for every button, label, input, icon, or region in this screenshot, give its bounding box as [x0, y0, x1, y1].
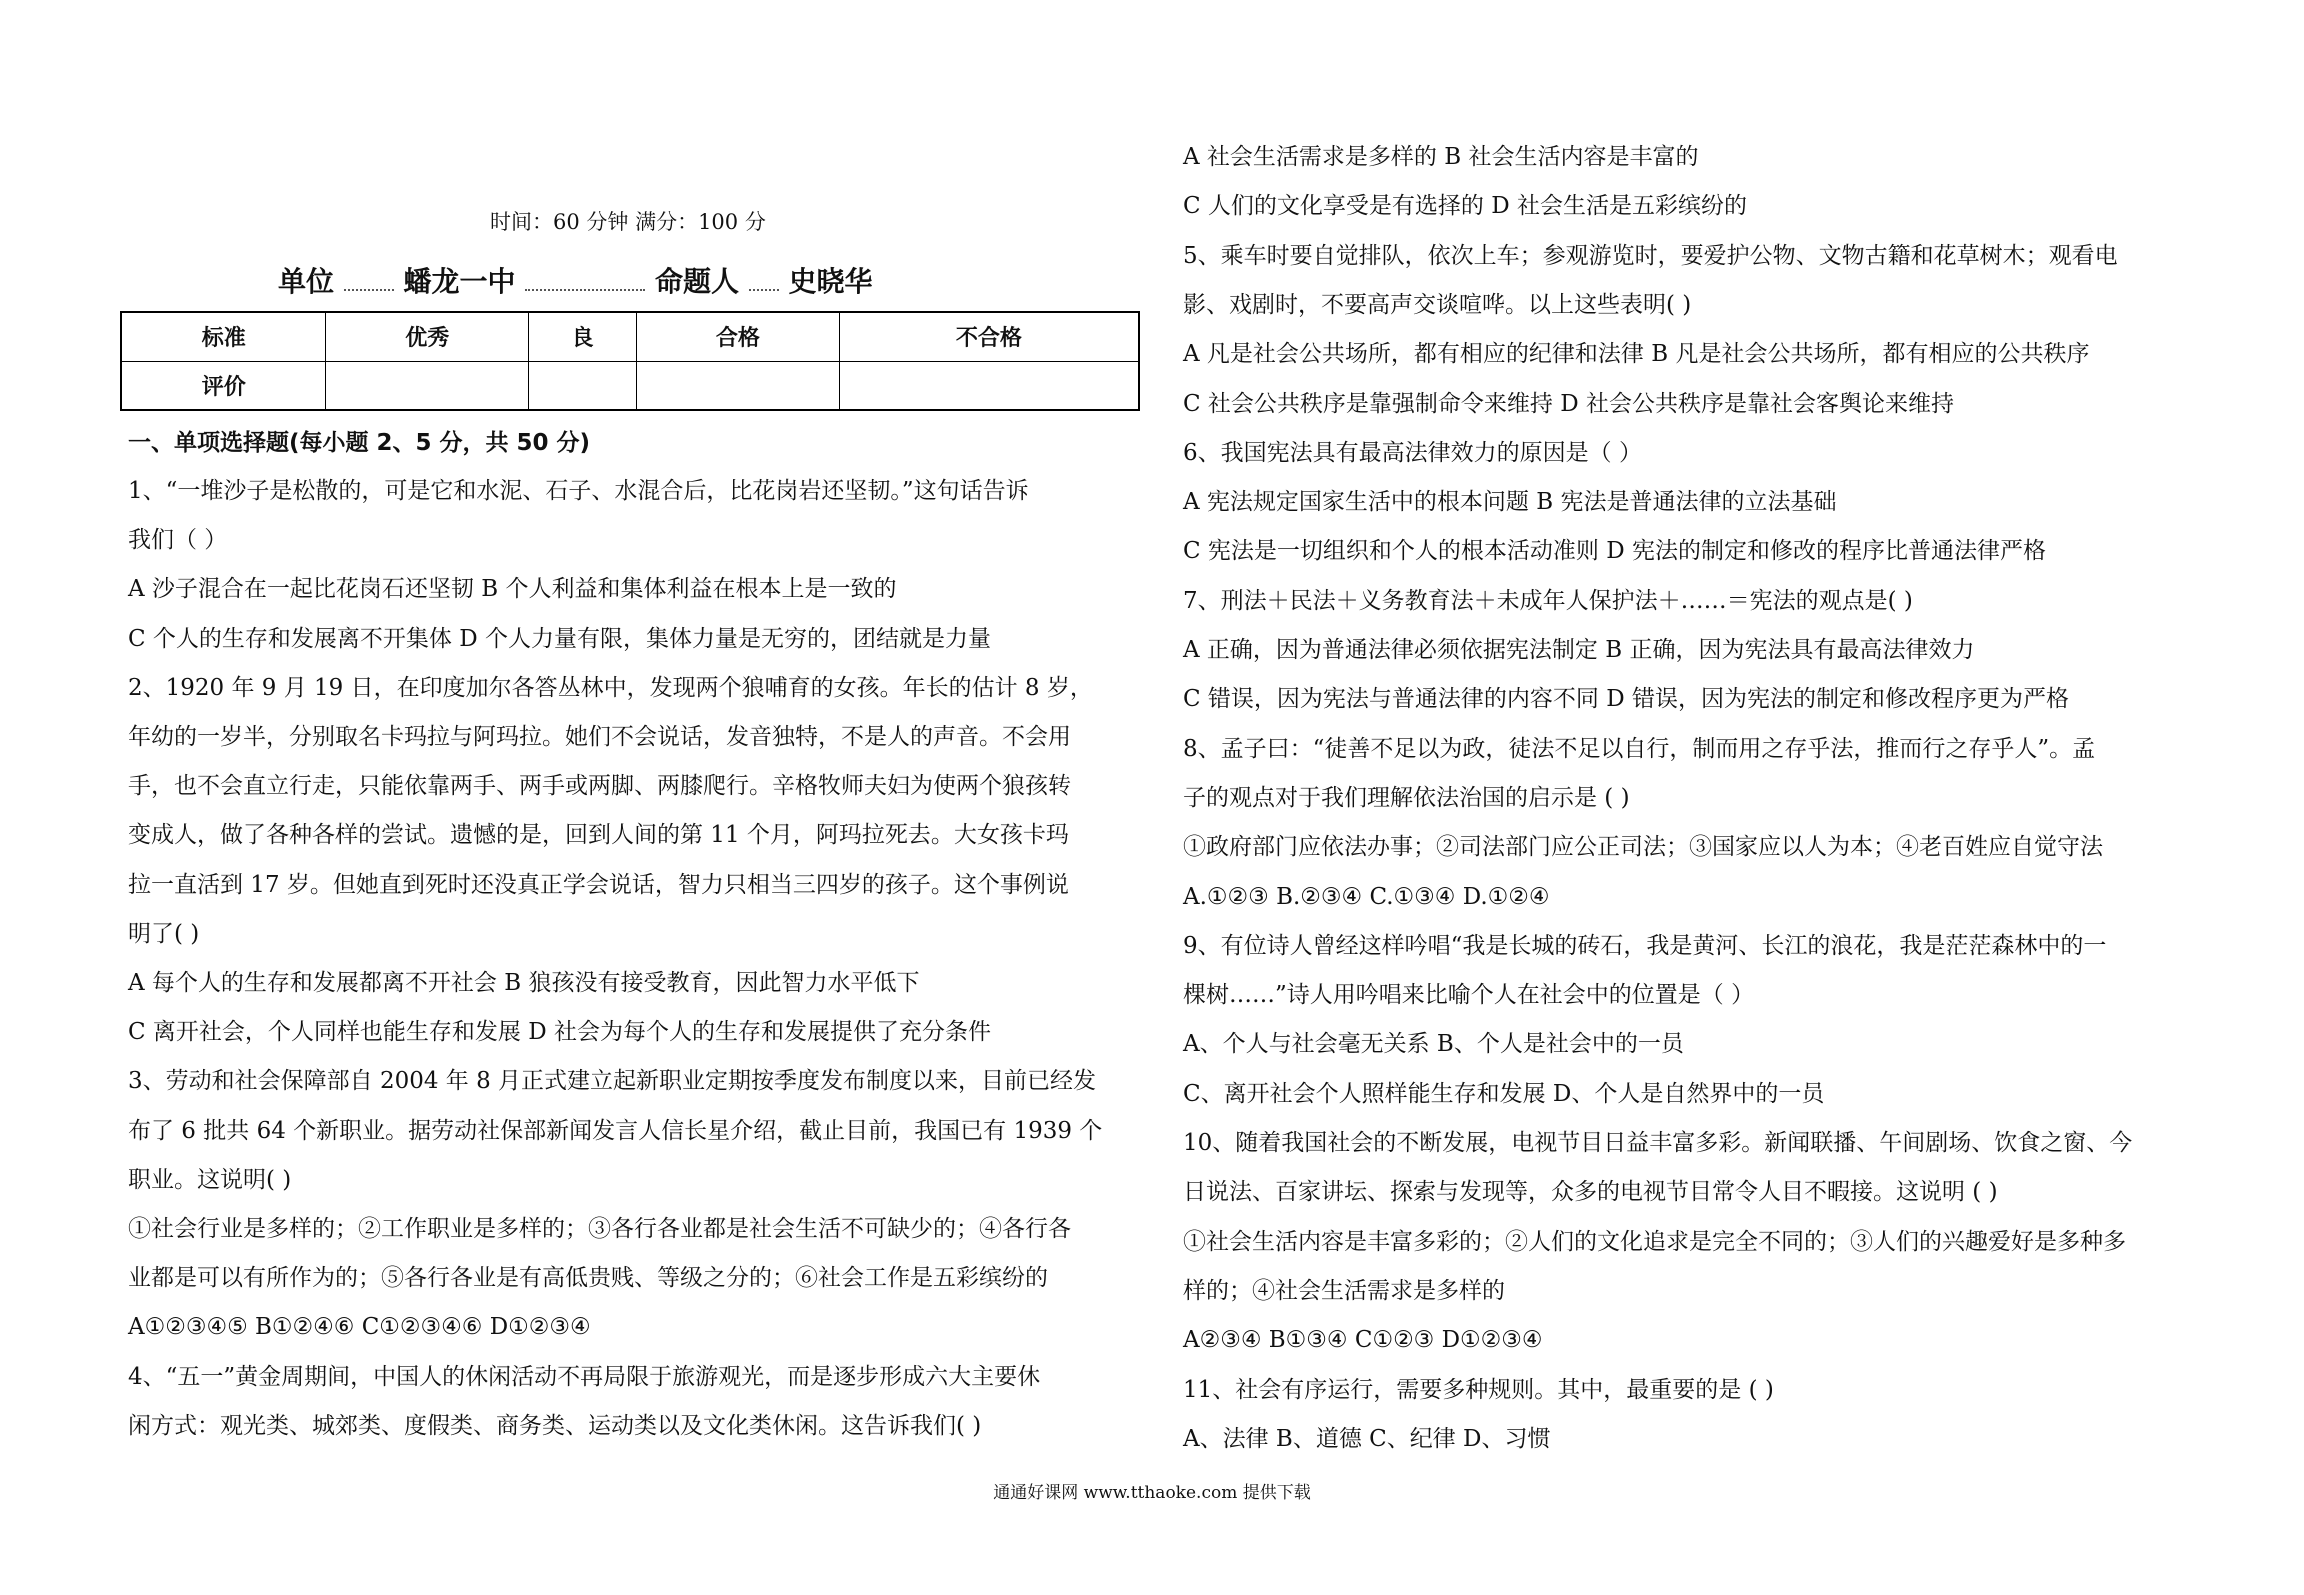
page-footer: 通通好课网 www.tthaoke.com 提供下载 [993, 1483, 1311, 1503]
question-line: A 社会生活需求是多样的 B 社会生活内容是丰富的 [1183, 144, 1699, 170]
question-line: 年幼的一岁半，分别取名卡玛拉与阿玛拉。她们不会说话，发音独特，不是人的声音。不会用 [128, 724, 1071, 750]
question-line: C 人们的文化享受是有选择的 D 社会生活是五彩缤纷的 [1183, 193, 1747, 220]
table-cell [636, 361, 839, 410]
unit-dots [344, 289, 394, 291]
question-line: A、个人与社会毫无关系 B、个人是社会中的一员 [1183, 1031, 1684, 1058]
question-line: ①社会行业是多样的；②工作职业是多样的；③各行各业都是社会生活不可缺少的；④各行各 [128, 1216, 1071, 1242]
question-line: 5、乘车时要自觉排队，依次上车；参观游览时，要爱护公物、文物古籍和花草树木；观看电 [1183, 242, 2118, 269]
question-line: 我们（ ） [128, 527, 228, 554]
question-line: 业都是可以有所作为的；⑤各行各业是有高低贵贱、等级之分的；⑥社会工作是五彩缤纷的 [128, 1265, 1048, 1292]
table-cell [326, 361, 529, 410]
grade-table-row [121, 312, 1139, 361]
question-line: C 错误，因为宪法与普通法律的内容不同 D 错误，因为宪法的制定和修改程序更为严格 [1183, 686, 2069, 713]
question-line: C 宪法是一切组织和个人的根本活动准则 D 宪法的制定和修改的程序比普通法律严格 [1183, 538, 2046, 565]
question-line: 8、孟子曰：“徒善不足以为政，徒法不足以自行，制而用之存乎法，推而行之存乎人”。孟 [1183, 735, 2096, 762]
section-title: 一、单项选择题(每小题 2、5 分，共 50 分) [128, 430, 591, 456]
question-line: 6、我国宪法具有最高法律效力的原因是（ ） [1183, 439, 1642, 466]
grade-table-row [121, 361, 1139, 410]
question-line: A 每个人的生存和发展都离不开社会 B 狼孩没有接受教育，因此智力水平低下 [128, 970, 920, 996]
unit-dots-2 [525, 289, 645, 291]
question-line: 3、劳动和社会保障部自 2004 年 8 月正式建立起新职业定期按季度发布制度以来，目前已经发 [128, 1068, 1097, 1095]
question-line: A 宪法规定国家生活中的根本问题 B 宪法是普通法律的立法基础 [1183, 489, 1837, 516]
question-line: ①社会生活内容是丰富多彩的；②人们的文化追求是完全不同的；③人们的兴趣爱好是多种多 [1183, 1228, 2126, 1255]
question-line: 2、1920 年 9 月 19 日，在印度加尔各答丛林中，发现两个狼哺育的女孩。年长的估计 8 岁， [128, 674, 1093, 701]
unit-value: 蟠龙一中 [403, 265, 516, 298]
question-line: C 个人的生存和发展离不开集体 D 个人力量有限，集体力量是无穷的，团结就是力量 [128, 625, 991, 652]
question-line: A②③④ B①③④ C①②③ D①②③④ [1183, 1327, 1543, 1354]
author-label: 命题人 [655, 265, 740, 298]
author-value: 史晓华 [788, 265, 873, 298]
question-line: 11、社会有序运行，需要多种规则。其中，最重要的是 ( ) [1183, 1376, 1774, 1403]
question-line: 棵树……”诗人用吟唱来比喻个人在社会中的位置是（ ） [1183, 982, 1755, 1009]
table-cell: 优秀 [326, 312, 529, 361]
question-line: 职业。这说明( ) [128, 1166, 292, 1193]
table-cell [529, 361, 637, 410]
table-cell: 良 [529, 312, 637, 361]
question-line: A.①②③ B.②③④ C.①③④ D.①②④ [1183, 883, 1550, 910]
question-line: A 沙子混合在一起比花岗石还坚韧 B 个人利益和集体利益在根本上是一致的 [128, 576, 897, 603]
table-cell: 标准 [121, 312, 326, 361]
table-cell: 评价 [121, 361, 326, 410]
question-line: 日说法、百家讲坛、探索与发现等，众多的电视节目常令人目不暇接。这说明 ( ) [1183, 1179, 1998, 1206]
question-line: 4、“五一”黄金周期间，中国人的休闲活动不再局限于旅游观光，而是逐步形成六大主要休 [128, 1363, 1041, 1390]
question-line: A①②③④⑤ B①②④⑥ C①②③④⑥ D①②③④ [128, 1314, 591, 1341]
author-dots [749, 289, 779, 291]
question-line: A 凡是社会公共场所，都有相应的纪律和法律 B 凡是社会公共场所，都有相应的公共秩序 [1183, 341, 2090, 368]
question-line: C、离开社会个人照样能生存和发展 D、个人是自然界中的一员 [1183, 1080, 1825, 1107]
exam-time-line: 时间：60 分钟 满分：100 分 [490, 210, 766, 234]
question-line: A、法律 B、道德 C、纪律 D、习惯 [1183, 1425, 1551, 1452]
question-line: A 正确，因为普通法律必须依据宪法制定 B 正确，因为宪法具有最高法律效力 [1183, 637, 1975, 663]
question-line: 1、“一堆沙子是松散的，可是它和水泥、石子、水混合后，比花岗岩还坚韧。”这句话告诉 [128, 478, 1029, 504]
question-line: 影、戏剧时，不要高声交谈喧哗。以上这些表明( ) [1183, 291, 1692, 318]
question-line: 样的；④社会生活需求是多样的 [1183, 1277, 1505, 1304]
table-cell: 合格 [636, 312, 839, 361]
table-cell: 不合格 [839, 312, 1139, 361]
question-line: 7、刑法＋民法＋义务教育法＋未成年人保护法＋……＝宪法的观点是( ) [1183, 587, 1913, 614]
question-line: 布了 6 批共 64 个新职业。据劳动社保部新闻发言人信长星介绍，截止目前，我国已有 1939 个 [128, 1117, 1103, 1144]
question-line: 9、有位诗人曾经这样吟唱“我是长城的砖石，我是黄河、长江的浪花，我是茫茫森林中的一 [1183, 932, 2107, 959]
question-line: 手，也不会直立行走，只能依靠两手、两手或两脚、两膝爬行。辛格牧师夫妇为使两个狼孩转 [128, 773, 1071, 800]
question-line: C 社会公共秩序是靠强制命令来维持 D 社会公共秩序是靠社会客舆论来维持 [1183, 390, 1954, 417]
unit-author-line [278, 260, 873, 300]
question-line: C 离开社会，个人同样也能生存和发展 D 社会为每个人的生存和发展提供了充分条件 [128, 1019, 991, 1046]
question-line: ①政府部门应依法办事；②司法部门应公正司法；③国家应以人为本；④老百姓应自觉守法 [1183, 834, 2103, 861]
question-line: 明了( ) [128, 920, 200, 947]
question-line: 拉一直活到 17 岁。但她直到死时还没真正学会说话，智力只相当三四岁的孩子。这个事例说 [128, 871, 1069, 898]
question-line: 变成人，做了各种各样的尝试。遗憾的是，回到人间的第 11 个月，阿玛拉死去。大女孩卡玛 [128, 822, 1069, 849]
question-line: 子的观点对于我们理解依法治国的启示是 ( ) [1183, 784, 1630, 811]
question-line: 闲方式：观光类、城郊类、度假类、商务类、运动类以及文化类休闲。这告诉我们( ) [128, 1412, 982, 1439]
question-line: 10、随着我国社会的不断发展，电视节目日益丰富多彩。新闻联播、午间剧场、饮食之窗、今 [1183, 1130, 2133, 1156]
unit-label: 单位 [278, 265, 335, 298]
grade-table [120, 311, 1140, 411]
table-cell [839, 361, 1139, 410]
